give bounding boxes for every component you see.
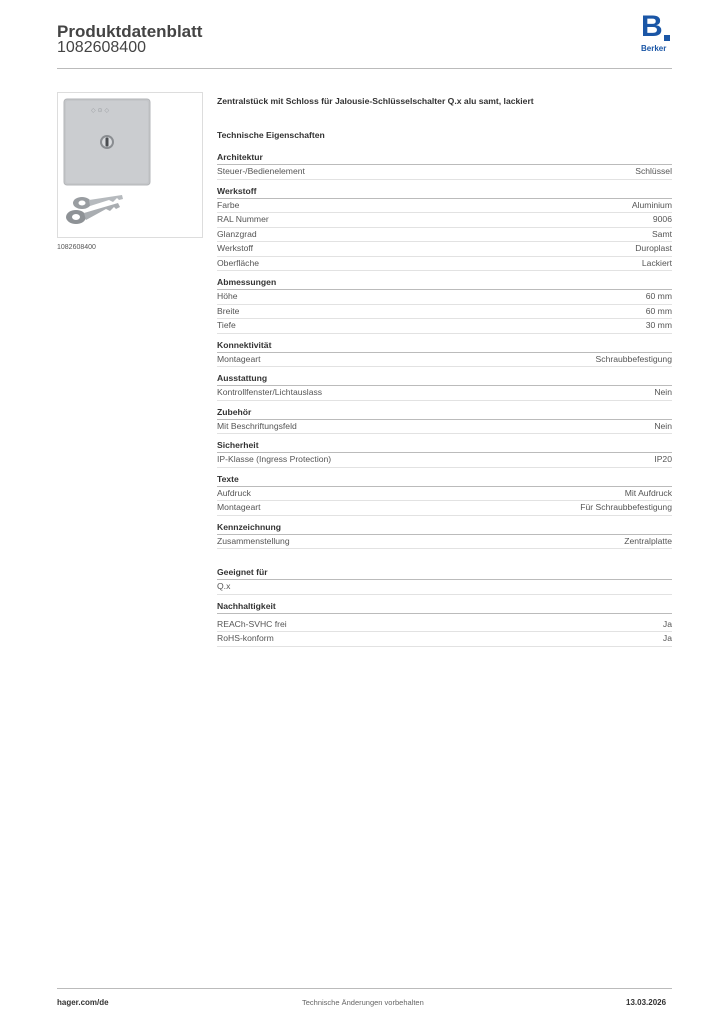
section-heading: Zubehör — [217, 407, 672, 420]
logo-letter: B — [641, 10, 663, 43]
spec-row — [217, 199, 672, 214]
product-image — [57, 92, 203, 238]
tech-heading: Technische Eigenschaften — [217, 130, 325, 140]
spec-label: Aufdruck — [217, 487, 251, 498]
spec-section — [217, 440, 672, 468]
product-image-drawing — [58, 93, 202, 237]
footer-date: 13.03.2026 — [626, 998, 667, 1007]
spec-value: Nein — [654, 387, 672, 397]
spec-section — [217, 522, 672, 550]
spec-section — [217, 567, 672, 595]
spec-value: 60 mm — [645, 291, 672, 301]
spec-value: Ja — [662, 618, 672, 629]
section-heading: Texte — [217, 474, 672, 487]
spec-label: RoHS-konform — [217, 633, 274, 643]
spec-row — [217, 420, 672, 435]
footer-divider — [57, 988, 672, 989]
footer-website: hager.com/de — [57, 998, 109, 1007]
spec-value: Für Schraubbefestigung — [580, 502, 672, 512]
spec-value: Schlüssel — [635, 166, 672, 176]
spec-value: 60 mm — [645, 305, 672, 316]
spec-row — [217, 213, 672, 228]
spec-label: IP-Klasse (Ingress Protection) — [217, 454, 332, 464]
section-heading: Sicherheit — [217, 440, 672, 453]
spec-sections — [217, 152, 672, 647]
spec-value: Ja — [662, 633, 672, 643]
spec-row — [217, 165, 672, 180]
header-divider — [57, 68, 672, 69]
key-icon — [66, 195, 123, 224]
spec-section — [217, 373, 672, 401]
spec-value: Samt — [651, 228, 672, 239]
spec-row — [217, 228, 672, 243]
spec-row — [217, 242, 672, 257]
spec-value: Duroplast — [635, 243, 672, 253]
spec-label: Tiefe — [217, 320, 236, 330]
spec-section — [217, 152, 672, 180]
spec-row — [217, 487, 672, 502]
spec-label: REACh-SVHC frei — [217, 618, 287, 629]
spec-row — [217, 618, 672, 633]
spec-label: Kontrollfenster/Lichtauslass — [217, 387, 323, 397]
section-gap — [217, 555, 672, 567]
page-title: Produktdatenblatt — [57, 22, 203, 41]
section-heading: Konnektivität — [217, 340, 672, 353]
section-heading: Werkstoff — [217, 186, 672, 199]
spec-section — [217, 601, 672, 647]
spec-value: IP20 — [654, 454, 672, 464]
spec-label: Montageart — [217, 353, 261, 364]
spec-row — [217, 257, 672, 272]
product-details — [217, 96, 672, 653]
spec-row — [217, 353, 672, 368]
section-heading: Ausstattung — [217, 373, 672, 386]
spec-label: Oberfläche — [217, 257, 260, 268]
image-caption: 1082608400 — [57, 244, 96, 251]
spec-value: Mit Aufdruck — [624, 487, 672, 498]
spec-label: Farbe — [217, 199, 240, 210]
spec-row — [217, 386, 672, 401]
spec-value: Zentralplatte — [624, 535, 672, 546]
spec-label: RAL Nummer — [217, 214, 269, 224]
spec-value: 30 mm — [645, 320, 672, 330]
product-description: Zentralstück mit Schloss für Jalousie-Schlüsselschalter Q.x alu samt, lackiert — [217, 96, 534, 106]
spec-row — [217, 305, 672, 320]
section-heading: Geeignet für — [217, 567, 672, 580]
spec-value: Nein — [654, 420, 672, 431]
svg-text:◇ ⊙ ◇: ◇ ⊙ ◇ — [91, 107, 110, 114]
spec-label: Breite — [217, 305, 240, 316]
spec-row — [217, 501, 672, 516]
logo-dot — [664, 35, 670, 41]
section-heading: Architektur — [217, 152, 672, 165]
spec-section — [217, 186, 672, 272]
spec-section — [217, 340, 672, 368]
section-heading: Abmessungen — [217, 277, 672, 290]
spec-value: Lackiert — [641, 257, 672, 268]
spec-label: Q.x — [217, 581, 231, 591]
spec-value: Schraubbefestigung — [595, 353, 672, 364]
spec-label: Glanzgrad — [217, 228, 257, 239]
spec-row — [217, 632, 672, 647]
brand-logo — [640, 10, 674, 56]
spec-row — [217, 580, 672, 595]
spec-label: Montageart — [217, 502, 261, 512]
spec-label: Werkstoff — [217, 243, 253, 253]
spec-row — [217, 290, 672, 305]
spec-label: Mit Beschriftungsfeld — [217, 420, 297, 431]
logo-text: Berker — [641, 44, 667, 53]
section-heading: Nachhaltigkeit — [217, 601, 672, 614]
spec-section — [217, 474, 672, 516]
spec-value: Aluminium — [631, 199, 672, 210]
spec-value: 9006 — [652, 214, 672, 224]
spec-section — [217, 407, 672, 435]
spec-label: Höhe — [217, 291, 238, 301]
spec-label: Steuer-/Bedienelement — [217, 166, 305, 176]
section-heading: Kennzeichnung — [217, 522, 672, 535]
spec-section — [217, 277, 672, 334]
article-number: 1082608400 — [57, 39, 146, 56]
spec-row — [217, 319, 672, 334]
footer-notice: Technische Änderungen vorbehalten — [302, 998, 424, 1007]
spec-row — [217, 535, 672, 550]
spec-row — [217, 453, 672, 468]
spec-label: Zusammenstellung — [217, 535, 290, 546]
